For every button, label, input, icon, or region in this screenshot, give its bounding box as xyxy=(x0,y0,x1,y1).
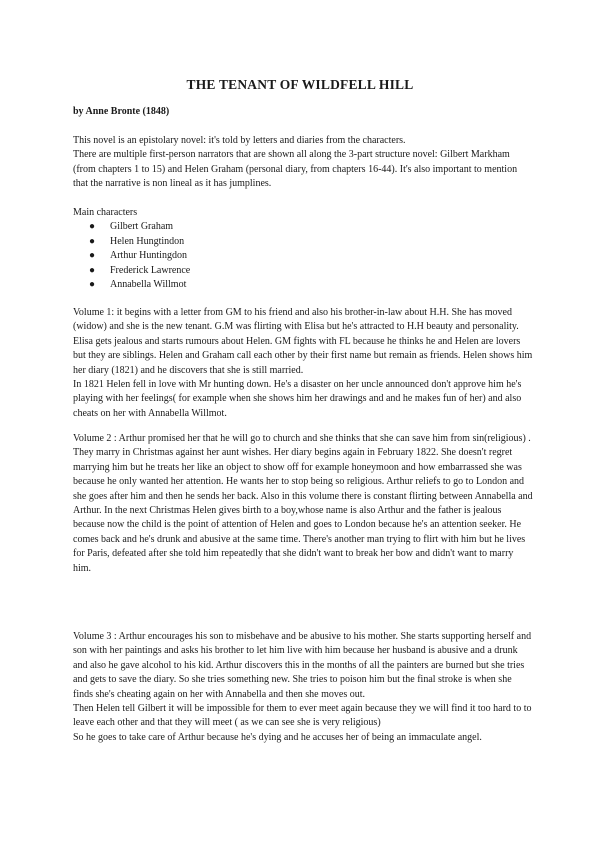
volume-2-section xyxy=(73,432,533,576)
list-item xyxy=(73,264,533,278)
volume-1-paragraph-1: Volume 1: it begins with a letter from GM to his friend and also his brother-in-law about H.H. She has moved (widow) and she is the new tenant. G.M was flirting with Elisa but he's attracted to H.H beauty and personality. Elisa gets jealous and starts rumours about Helen. GM fights with FL because he thinks he and Helen are lovers but they are siblings. Helen and Graham call each other by their first name but remain as friends. Helen shows him her diary (1821) and he discovers that she is still married. xyxy=(73,307,533,376)
character-name: Helen Hungtindon xyxy=(110,235,185,247)
list-item xyxy=(73,278,533,292)
characters-section xyxy=(73,206,533,292)
character-name: Arthur Huntingdon xyxy=(110,250,187,262)
volume-1-section xyxy=(73,306,533,421)
character-name: Frederick Lawrence xyxy=(110,264,191,276)
character-name: Annabella Willmot xyxy=(110,279,187,291)
document-title: THE TENANT OF WILDFELL HILL xyxy=(186,77,414,92)
list-item xyxy=(73,235,533,249)
volume-3-paragraph-3: So he goes to take care of Arthur because he's dying and he accuses her of being an immaculate angel. xyxy=(73,731,482,743)
characters-heading: Main characters xyxy=(73,207,138,218)
characters-list xyxy=(73,220,533,292)
intro-line-2: There are multiple first-person narrators that are shown all along the 3-part structure novel: Gilbert Markham (from chapters 1 to 15) and Helen Graham (personal diary, from chapters 16-44). It's also important to mention that the narrative is non lineal as it has jumplines. xyxy=(73,149,518,190)
intro-section xyxy=(73,134,533,192)
intro-line-1: This novel is an epistolary novel: it's told by letters and diaries from the characters. xyxy=(73,135,406,146)
volume-3-paragraph-1: Volume 3 : Arthur encourages his son to misbehave and be abusive to his mother. She starts supporting herself and son with her paintings and asks his brother to let him live with him because her husband is abusive and a drunk and also he gave alcohol to his kid. Arthur discovers this in the months of all the painters are burned but she tries and gets to save the diary. So she tries something new. She tries to poison him but the final stroke is when she finds she's cheating again on her with Annabella and then she moves out. xyxy=(73,631,532,700)
volume-1-paragraph-2: In 1821 Helen fell in love with Mr hunting down. He's a disaster on her uncle announced don't approve him he's playing with her feelings( for example when she shows him her drawings and and he makes fun of her) and also cheats on her with Annabella Willmot. xyxy=(73,379,522,419)
bullet-icon: ● xyxy=(89,221,96,233)
volume-3-section xyxy=(73,630,533,745)
bullet-icon: ● xyxy=(89,235,96,247)
character-name: Gilbert Graham xyxy=(110,221,174,233)
bullet-icon: ● xyxy=(89,264,96,276)
bullet-icon: ● xyxy=(89,279,96,291)
bullet-icon: ● xyxy=(89,250,96,262)
list-item xyxy=(73,249,533,263)
volume-3-paragraph-2: Then Helen tell Gilbert it will be impossible for them to ever meet again because they we will find it too hard to to leave each other and that they will meet ( as we can see she is very religious) xyxy=(73,703,532,729)
volume-2-paragraph-1: Volume 2 : Arthur promised her that he will go to church and she thinks that she can save him from sin(religious) . They marry in Christmas against her aunt wishes. Her diary begins again in February 1822. She doesn't regret marrying him but he treats her like an object to show off for example honeymoon and how embarrassed she was because he only wanted her attention. He wants her to stop being so religious. Arthur reliefs to go to London and she goes after him and then he sends her back. Also in this volume there is constant flirting between Annabella and Arthur. In the next Christmas Helen gives birth to a boy,whose name is also Arthur and the father is jealous because now the child is the point of attention of Helen and goes to London because he's an attention seeker. He comes back and he's drunk and abusive at the same time. There's another man trying to flirt with him but he lives for Paris, defeated after she told him repeatedly that she didn't want to break her bow and didn't want to marry him. xyxy=(73,433,533,574)
list-item xyxy=(73,220,533,234)
author-line: by Anne Bronte (1848) xyxy=(73,106,170,117)
